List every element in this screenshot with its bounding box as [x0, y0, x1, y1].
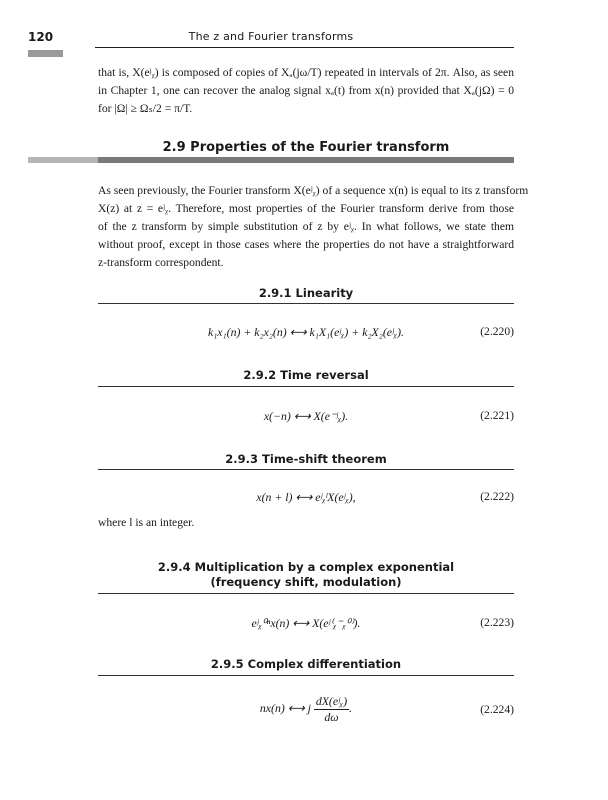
equation-body [98, 694, 514, 725]
equation-number: (2.223) [480, 616, 514, 629]
subsection-rule [98, 303, 514, 304]
subsection-rule [98, 675, 514, 676]
equation-number: (2.222) [480, 490, 514, 503]
equation-trail: . [349, 701, 353, 716]
text-line: without proof, except in those cases where the properties do not have a straightforward [98, 238, 514, 251]
equation-body: eʲᵪ⁰ⁿx(n) ⟷ X(eʲ⁽ᵪ⁻ᵪ⁰⁾). [251, 616, 361, 630]
where-note: where l is an integer. [98, 516, 195, 529]
text-line: X(z) at z = eʲᵪ. Therefore, most properties of the Fourier transform derive from those [98, 202, 514, 215]
equation-number: (2.221) [480, 409, 514, 422]
equation-2-221 [98, 409, 514, 429]
section-paragraph [98, 182, 529, 272]
text-line: that is, X(eʲᵪ) is composed of copies of Xₐ(jω/T) repeated in intervals of 2π. Also, as seen [98, 66, 514, 79]
text-line: in Chapter 1, one can recover the analog signal xₐ(t) from x(n) provided that Xₐ(jΩ) = 0 [98, 84, 514, 97]
fraction-numerator: dX(eʲᵪ) [315, 694, 348, 708]
subsection-rule [98, 386, 514, 387]
page-number: 120 [28, 30, 54, 44]
equation-2-224 [98, 694, 514, 728]
section-bar-left [28, 157, 98, 163]
fraction [314, 694, 349, 725]
subsection-title-frequency-shift [98, 560, 514, 590]
equation-body: k₁x₁(n) + k₂x₂(n) ⟷ k₁X₁(eʲᵪ) + k₂X₂(eʲᵪ). [207, 325, 405, 339]
running-head [28, 30, 514, 48]
equation-lhs: nx(n) ⟷ j [259, 701, 311, 716]
subsection-title-time-shift: 2.9.3 Time-shift theorem [225, 452, 387, 466]
subsection-rule [98, 469, 514, 470]
equation-body: x(n + l) ⟷ eʲᵪˡX(eʲᵪ), [256, 490, 356, 504]
fraction-denominator: dω [324, 710, 339, 724]
subsection-title-time-reversal: 2.9.2 Time reversal [243, 368, 369, 382]
text-line: for |Ω| ≥ Ωₛ/2 = π/T. [98, 102, 193, 115]
intro-paragraph [98, 64, 514, 118]
equation-body: x(−n) ⟷ X(e⁻ʲᵪ). [263, 409, 349, 423]
section-bar [98, 157, 514, 163]
equation-2-223 [98, 616, 514, 636]
equation-2-220 [98, 325, 514, 345]
text-line: z-transform correspondent. [98, 256, 224, 269]
text-line: As seen previously, the Fourier transform X(eʲᵪ) of a sequence x(n) is equal to its z transform [98, 184, 529, 197]
subsection-title-line: (frequency shift, modulation) [210, 575, 402, 589]
section-title: 2.9 Properties of the Fourier transform [162, 140, 450, 155]
subsection-title-linearity: 2.9.1 Linearity [258, 286, 354, 300]
equation-number: (2.224) [480, 703, 514, 716]
equation-number: (2.220) [480, 325, 514, 338]
equation-2-222 [98, 490, 514, 510]
text-line: of the z transform by simple substitution of z by eʲᵪ. In what follows, we state them [98, 220, 514, 233]
subsection-title-complex-differentiation: 2.9.5 Complex differentiation [210, 657, 402, 671]
header-rule [95, 47, 514, 48]
header-tab-marker [28, 50, 63, 57]
subsection-title-line: 2.9.4 Multiplication by a complex exponential [157, 560, 455, 574]
subsection-rule [98, 593, 514, 594]
running-title: The z and Fourier transforms [188, 30, 354, 43]
